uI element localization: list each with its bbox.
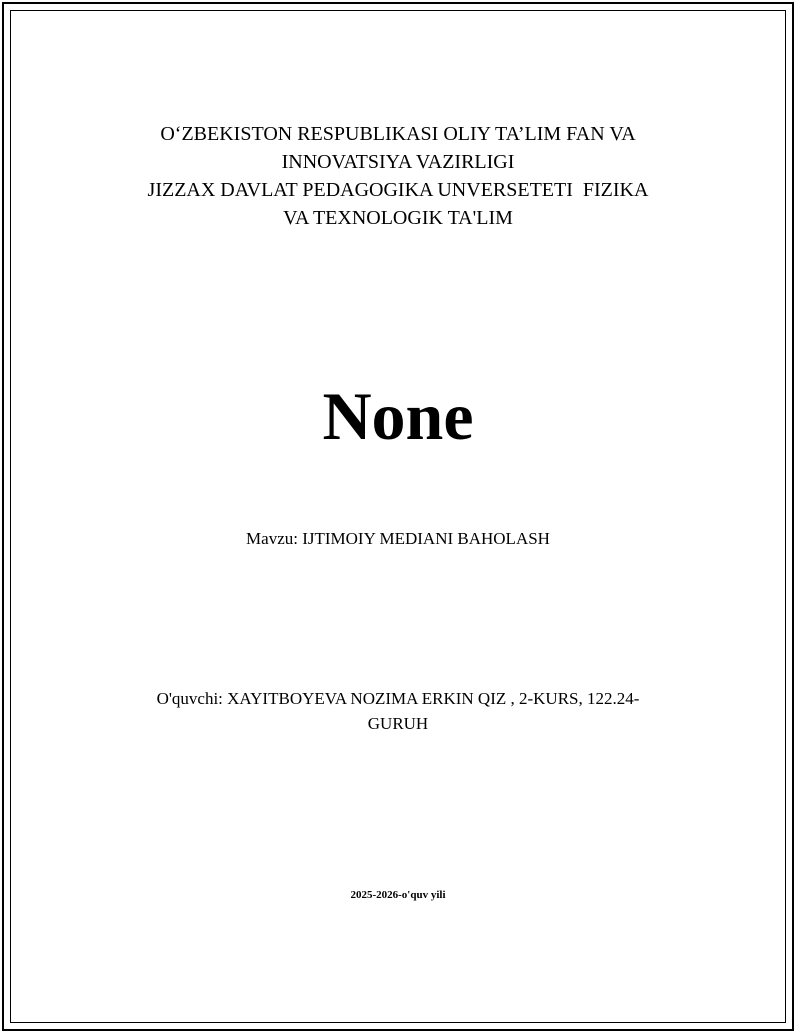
topic-line: Mavzu: IJTIMOIY MEDIANI BAHOLASH: [246, 529, 550, 548]
student-line-2: GURUH: [367, 714, 429, 733]
document-title: None: [322, 378, 474, 454]
header-line-university-1: JIZZAX DAVLAT PEDAGOGIKA UNVERSETETI FIZIKA: [147, 179, 649, 201]
academic-year: 2025-2026-o'quv yili: [350, 889, 446, 901]
header-line-ministry-1: O‘ZBEKISTON RESPUBLIKASI OLIY TA’LIM FAN VA: [160, 123, 636, 145]
header-line-ministry-2: INNOVATSIYA VAZIRLIGI: [281, 151, 515, 173]
institution-header: [0, 120, 796, 232]
student-info: [0, 686, 796, 736]
student-line-1: O'quvchi: XAYITBOYEVA NOZIMA ERKIN QIZ , 2-KURS, 122.24-: [156, 689, 640, 708]
header-line-university-2: VA TEXNOLOGIK TA'LIM: [283, 207, 513, 229]
